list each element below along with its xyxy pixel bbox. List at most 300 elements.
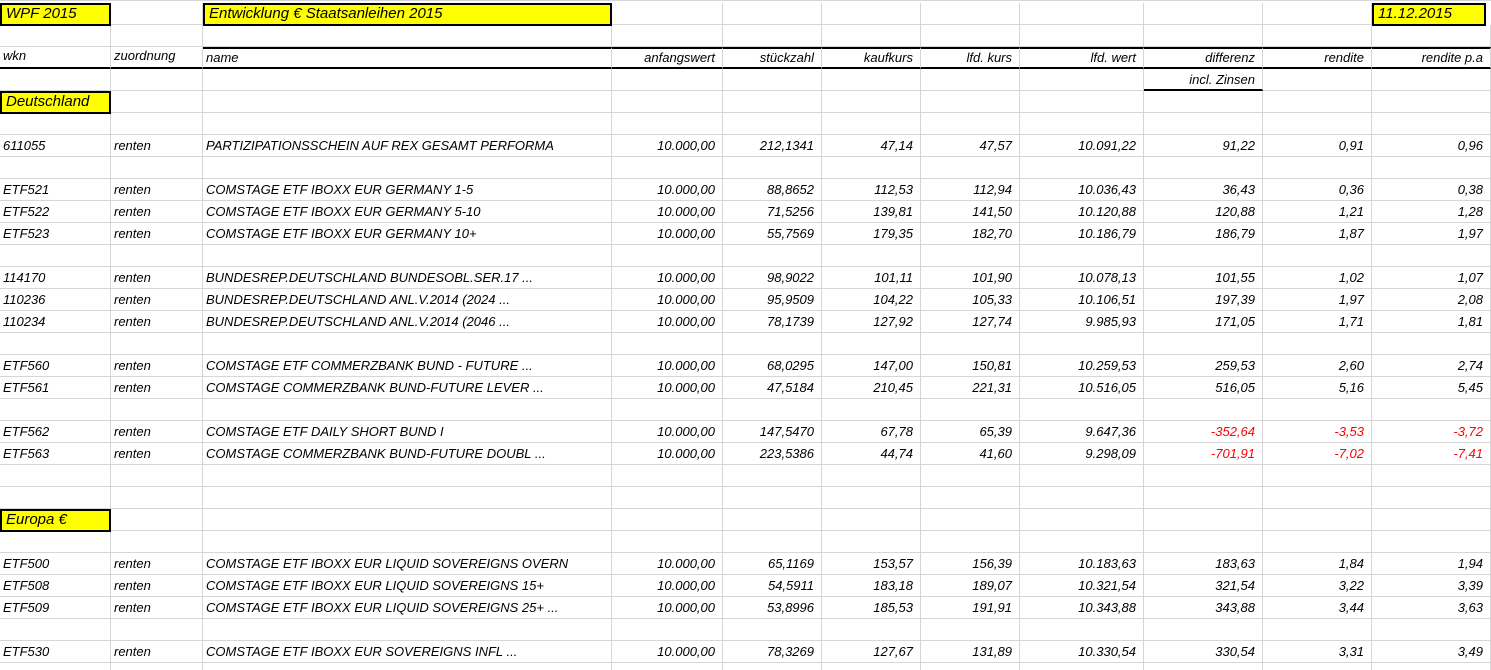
cell-rendite-pa[interactable]: 3,39 (1372, 575, 1491, 597)
empty-cell[interactable] (822, 113, 921, 135)
empty-cell[interactable] (1020, 531, 1144, 553)
cell-lfd-kurs[interactable]: 105,33 (921, 289, 1020, 311)
empty-cell[interactable] (203, 619, 612, 641)
empty-cell[interactable] (921, 663, 1020, 670)
cell-lfd-wert[interactable]: 10.120,88 (1020, 201, 1144, 223)
cell-wkn[interactable]: ETF508 (0, 575, 111, 597)
empty-cell[interactable] (203, 113, 612, 135)
empty-cell[interactable] (612, 3, 723, 25)
empty-cell[interactable] (822, 619, 921, 641)
empty-cell[interactable] (822, 531, 921, 553)
section-label[interactable]: Europa € (0, 509, 111, 532)
cell-lfd-wert[interactable]: 10.259,53 (1020, 355, 1144, 377)
empty-cell[interactable] (0, 619, 111, 641)
cell-rendite[interactable]: 1,02 (1263, 267, 1372, 289)
cell-lfd-kurs[interactable]: 156,39 (921, 553, 1020, 575)
cell-anfangswert[interactable]: 10.000,00 (612, 311, 723, 333)
cell-zuordnung[interactable]: renten (111, 135, 203, 157)
cell-rendite[interactable]: 3,44 (1263, 597, 1372, 619)
col-header-rendite-pa[interactable]: rendite p.a (1372, 47, 1491, 69)
empty-cell[interactable] (1263, 245, 1372, 267)
empty-cell[interactable] (1020, 91, 1144, 113)
empty-cell[interactable] (1372, 245, 1491, 267)
empty-cell[interactable] (203, 69, 612, 91)
cell-lfd-wert[interactable]: 10.186,79 (1020, 223, 1144, 245)
empty-cell[interactable] (822, 157, 921, 179)
empty-cell[interactable] (0, 113, 111, 135)
cell-anfangswert[interactable]: 10.000,00 (612, 355, 723, 377)
col-header-wkn[interactable]: wkn (0, 47, 111, 69)
cell-name[interactable]: PARTIZIPATIONSSCHEIN AUF REX GESAMT PERFORMA (203, 135, 612, 157)
cell-differenz[interactable]: 36,43 (1144, 179, 1263, 201)
empty-cell[interactable] (111, 619, 203, 641)
empty-cell[interactable] (1263, 531, 1372, 553)
cell-lfd-wert[interactable]: 10.091,22 (1020, 135, 1144, 157)
cell-anfangswert[interactable]: 10.000,00 (612, 223, 723, 245)
col-header-rendite[interactable]: rendite (1263, 47, 1372, 69)
empty-cell[interactable] (203, 399, 612, 421)
empty-cell[interactable] (1020, 25, 1144, 47)
empty-cell[interactable] (203, 333, 612, 355)
empty-cell[interactable] (203, 531, 612, 553)
cell-lfd-kurs[interactable]: 189,07 (921, 575, 1020, 597)
col-header-kaufkurs[interactable]: kaufkurs (822, 47, 921, 69)
wpf-label[interactable]: WPF 2015 (0, 3, 111, 26)
empty-cell[interactable] (203, 663, 612, 670)
cell-lfd-wert[interactable]: 10.516,05 (1020, 377, 1144, 399)
empty-cell[interactable] (111, 113, 203, 135)
empty-cell[interactable] (1020, 157, 1144, 179)
empty-cell[interactable] (1020, 619, 1144, 641)
section-cell[interactable] (0, 91, 111, 113)
cell-lfd-kurs[interactable]: 47,57 (921, 135, 1020, 157)
cell-stueckzahl[interactable]: 212,1341 (723, 135, 822, 157)
cell-stueckzahl[interactable]: 65,1169 (723, 553, 822, 575)
empty-cell[interactable] (723, 69, 822, 91)
cell-rendite[interactable]: 2,60 (1263, 355, 1372, 377)
empty-cell[interactable] (1144, 619, 1263, 641)
empty-cell[interactable] (822, 245, 921, 267)
empty-cell[interactable] (1263, 663, 1372, 670)
empty-cell[interactable] (111, 399, 203, 421)
cell-differenz[interactable]: 516,05 (1144, 377, 1263, 399)
empty-cell[interactable] (1372, 333, 1491, 355)
cell-anfangswert[interactable]: 10.000,00 (612, 267, 723, 289)
cell-wkn[interactable]: ETF521 (0, 179, 111, 201)
empty-cell[interactable] (203, 509, 612, 531)
empty-cell[interactable] (0, 465, 111, 487)
cell-lfd-kurs[interactable]: 182,70 (921, 223, 1020, 245)
cell-zuordnung[interactable]: renten (111, 377, 203, 399)
cell-wkn[interactable]: ETF509 (0, 597, 111, 619)
empty-cell[interactable] (612, 245, 723, 267)
cell-differenz[interactable]: 197,39 (1144, 289, 1263, 311)
empty-cell[interactable] (612, 113, 723, 135)
col-header-name[interactable]: name (203, 47, 612, 69)
cell-rendite-pa[interactable]: 3,63 (1372, 597, 1491, 619)
empty-cell[interactable] (1263, 399, 1372, 421)
empty-cell[interactable] (1263, 91, 1372, 113)
cell-lfd-kurs[interactable]: 150,81 (921, 355, 1020, 377)
cell-kaufkurs[interactable]: 127,67 (822, 641, 921, 663)
cell-rendite[interactable]: 0,36 (1263, 179, 1372, 201)
cell-differenz[interactable]: 101,55 (1144, 267, 1263, 289)
empty-cell[interactable] (822, 3, 921, 25)
cell-anfangswert[interactable]: 10.000,00 (612, 575, 723, 597)
cell-lfd-kurs[interactable]: 221,31 (921, 377, 1020, 399)
cell-lfd-wert[interactable]: 10.183,63 (1020, 553, 1144, 575)
cell-anfangswert[interactable]: 10.000,00 (612, 289, 723, 311)
empty-cell[interactable] (111, 663, 203, 670)
cell-wkn[interactable]: ETF523 (0, 223, 111, 245)
empty-cell[interactable] (822, 509, 921, 531)
cell-lfd-kurs[interactable]: 127,74 (921, 311, 1020, 333)
empty-cell[interactable] (921, 333, 1020, 355)
cell-rendite[interactable]: 1,97 (1263, 289, 1372, 311)
empty-cell[interactable] (921, 509, 1020, 531)
empty-cell[interactable] (723, 157, 822, 179)
cell-stueckzahl[interactable]: 71,5256 (723, 201, 822, 223)
empty-cell[interactable] (1263, 509, 1372, 531)
cell-rendite-pa[interactable]: 1,28 (1372, 201, 1491, 223)
cell-stueckzahl[interactable]: 78,3269 (723, 641, 822, 663)
empty-cell[interactable] (1144, 663, 1263, 670)
empty-cell[interactable] (1372, 399, 1491, 421)
cell-stueckzahl[interactable]: 147,5470 (723, 421, 822, 443)
empty-cell[interactable] (612, 157, 723, 179)
empty-cell[interactable] (1144, 157, 1263, 179)
empty-cell[interactable] (1372, 113, 1491, 135)
empty-cell[interactable] (1372, 25, 1491, 47)
cell-zuordnung[interactable]: renten (111, 267, 203, 289)
cell-name[interactable]: COMSTAGE ETF IBOXX EUR LIQUID SOVEREIGNS 15+ (203, 575, 612, 597)
col-header-lfd-kurs[interactable]: lfd. kurs (921, 47, 1020, 69)
empty-cell[interactable] (723, 245, 822, 267)
wpf-cell[interactable] (0, 3, 111, 25)
cell-anfangswert[interactable]: 10.000,00 (612, 641, 723, 663)
empty-cell[interactable] (0, 663, 111, 670)
cell-rendite[interactable]: 3,31 (1263, 641, 1372, 663)
empty-cell[interactable] (203, 157, 612, 179)
cell-name[interactable]: COMSTAGE ETF DAILY SHORT BUND I (203, 421, 612, 443)
cell-rendite-pa[interactable]: 1,97 (1372, 223, 1491, 245)
empty-cell[interactable] (1020, 245, 1144, 267)
cell-anfangswert[interactable]: 10.000,00 (612, 179, 723, 201)
empty-cell[interactable] (921, 157, 1020, 179)
empty-cell[interactable] (1144, 333, 1263, 355)
cell-kaufkurs[interactable]: 183,18 (822, 575, 921, 597)
cell-wkn[interactable]: 110236 (0, 289, 111, 311)
empty-cell[interactable] (0, 245, 111, 267)
cell-rendite[interactable]: 3,22 (1263, 575, 1372, 597)
empty-cell[interactable] (723, 3, 822, 25)
cell-differenz[interactable]: 171,05 (1144, 311, 1263, 333)
empty-cell[interactable] (1020, 113, 1144, 135)
cell-kaufkurs[interactable]: 185,53 (822, 597, 921, 619)
empty-cell[interactable] (921, 465, 1020, 487)
cell-kaufkurs[interactable]: 101,11 (822, 267, 921, 289)
empty-cell[interactable] (0, 25, 111, 47)
cell-name[interactable]: BUNDESREP.DEUTSCHLAND ANL.V.2014 (2046 ... (203, 311, 612, 333)
empty-cell[interactable] (1372, 69, 1491, 91)
empty-cell[interactable] (0, 531, 111, 553)
empty-cell[interactable] (0, 69, 111, 91)
cell-rendite[interactable]: -7,02 (1263, 443, 1372, 465)
cell-zuordnung[interactable]: renten (111, 311, 203, 333)
cell-differenz[interactable]: -701,91 (1144, 443, 1263, 465)
empty-cell[interactable] (1144, 3, 1263, 25)
cell-kaufkurs[interactable]: 67,78 (822, 421, 921, 443)
empty-cell[interactable] (921, 487, 1020, 509)
cell-rendite-pa[interactable]: 2,74 (1372, 355, 1491, 377)
empty-cell[interactable] (822, 69, 921, 91)
empty-cell[interactable] (111, 531, 203, 553)
cell-differenz[interactable]: 120,88 (1144, 201, 1263, 223)
cell-zuordnung[interactable]: renten (111, 355, 203, 377)
empty-cell[interactable] (921, 531, 1020, 553)
empty-cell[interactable] (822, 465, 921, 487)
cell-differenz[interactable]: -352,64 (1144, 421, 1263, 443)
empty-cell[interactable] (111, 69, 203, 91)
empty-cell[interactable] (1372, 157, 1491, 179)
empty-cell[interactable] (1263, 487, 1372, 509)
cell-differenz[interactable]: 183,63 (1144, 553, 1263, 575)
cell-kaufkurs[interactable]: 104,22 (822, 289, 921, 311)
empty-cell[interactable] (921, 91, 1020, 113)
empty-cell[interactable] (111, 487, 203, 509)
cell-name[interactable]: COMSTAGE ETF IBOXX EUR GERMANY 1-5 (203, 179, 612, 201)
empty-cell[interactable] (723, 531, 822, 553)
empty-cell[interactable] (1020, 69, 1144, 91)
cell-kaufkurs[interactable]: 112,53 (822, 179, 921, 201)
empty-cell[interactable] (723, 619, 822, 641)
empty-cell[interactable] (1020, 487, 1144, 509)
cell-rendite-pa[interactable]: 5,45 (1372, 377, 1491, 399)
empty-cell[interactable] (1263, 113, 1372, 135)
cell-lfd-wert[interactable]: 10.036,43 (1020, 179, 1144, 201)
empty-cell[interactable] (111, 465, 203, 487)
cell-lfd-kurs[interactable]: 41,60 (921, 443, 1020, 465)
col-header-stueckzahl[interactable]: stückzahl (723, 47, 822, 69)
cell-kaufkurs[interactable]: 47,14 (822, 135, 921, 157)
empty-cell[interactable] (921, 399, 1020, 421)
empty-cell[interactable] (723, 465, 822, 487)
empty-cell[interactable] (0, 157, 111, 179)
empty-cell[interactable] (612, 25, 723, 47)
cell-stueckzahl[interactable]: 223,5386 (723, 443, 822, 465)
cell-rendite[interactable]: 1,71 (1263, 311, 1372, 333)
cell-wkn[interactable]: 110234 (0, 311, 111, 333)
cell-anfangswert[interactable]: 10.000,00 (612, 135, 723, 157)
empty-cell[interactable] (723, 509, 822, 531)
cell-lfd-wert[interactable]: 10.330,54 (1020, 641, 1144, 663)
cell-stueckzahl[interactable]: 47,5184 (723, 377, 822, 399)
incl-zinsen-label[interactable]: incl. Zinsen (1144, 69, 1263, 91)
empty-cell[interactable] (1263, 3, 1372, 25)
cell-rendite[interactable]: 1,87 (1263, 223, 1372, 245)
empty-cell[interactable] (822, 487, 921, 509)
empty-cell[interactable] (921, 619, 1020, 641)
empty-cell[interactable] (921, 25, 1020, 47)
cell-wkn[interactable]: ETF560 (0, 355, 111, 377)
empty-cell[interactable] (1372, 487, 1491, 509)
cell-zuordnung[interactable]: renten (111, 421, 203, 443)
empty-cell[interactable] (1263, 333, 1372, 355)
empty-cell[interactable] (1372, 465, 1491, 487)
cell-zuordnung[interactable]: renten (111, 641, 203, 663)
empty-cell[interactable] (111, 333, 203, 355)
cell-zuordnung[interactable]: renten (111, 289, 203, 311)
empty-cell[interactable] (1372, 619, 1491, 641)
empty-cell[interactable] (612, 619, 723, 641)
empty-cell[interactable] (723, 91, 822, 113)
cell-stueckzahl[interactable]: 53,8996 (723, 597, 822, 619)
empty-cell[interactable] (612, 509, 723, 531)
empty-cell[interactable] (612, 91, 723, 113)
cell-wkn[interactable]: ETF562 (0, 421, 111, 443)
empty-cell[interactable] (1372, 509, 1491, 531)
empty-cell[interactable] (1144, 25, 1263, 47)
cell-zuordnung[interactable]: renten (111, 179, 203, 201)
section-label[interactable]: Deutschland (0, 91, 111, 114)
cell-lfd-wert[interactable]: 10.321,54 (1020, 575, 1144, 597)
empty-cell[interactable] (723, 333, 822, 355)
cell-stueckzahl[interactable]: 78,1739 (723, 311, 822, 333)
empty-cell[interactable] (1144, 465, 1263, 487)
cell-zuordnung[interactable]: renten (111, 597, 203, 619)
cell-kaufkurs[interactable]: 139,81 (822, 201, 921, 223)
sheet-title[interactable]: Entwicklung € Staatsanleihen 2015 (203, 3, 612, 26)
cell-anfangswert[interactable]: 10.000,00 (612, 553, 723, 575)
cell-anfangswert[interactable]: 10.000,00 (612, 597, 723, 619)
empty-cell[interactable] (111, 157, 203, 179)
cell-anfangswert[interactable]: 10.000,00 (612, 443, 723, 465)
cell-name[interactable]: COMSTAGE COMMERZBANK BUND-FUTURE LEVER ... (203, 377, 612, 399)
empty-cell[interactable] (723, 487, 822, 509)
empty-cell[interactable] (1020, 663, 1144, 670)
empty-cell[interactable] (1263, 465, 1372, 487)
cell-name[interactable]: COMSTAGE COMMERZBANK BUND-FUTURE DOUBL ... (203, 443, 612, 465)
cell-rendite-pa[interactable]: 1,07 (1372, 267, 1491, 289)
empty-cell[interactable] (723, 113, 822, 135)
empty-cell[interactable] (111, 245, 203, 267)
cell-name[interactable]: COMSTAGE ETF IBOXX EUR LIQUID SOVEREIGNS OVERN (203, 553, 612, 575)
empty-cell[interactable] (1372, 531, 1491, 553)
empty-cell[interactable] (723, 25, 822, 47)
empty-cell[interactable] (921, 69, 1020, 91)
title-cell[interactable] (203, 3, 612, 25)
cell-lfd-wert[interactable]: 10.078,13 (1020, 267, 1144, 289)
empty-cell[interactable] (1144, 245, 1263, 267)
cell-anfangswert[interactable]: 10.000,00 (612, 377, 723, 399)
empty-cell[interactable] (111, 3, 203, 25)
cell-name[interactable]: COMSTAGE ETF IBOXX EUR LIQUID SOVEREIGNS 25+ ... (203, 597, 612, 619)
cell-lfd-wert[interactable]: 10.106,51 (1020, 289, 1144, 311)
cell-zuordnung[interactable]: renten (111, 201, 203, 223)
cell-rendite-pa[interactable]: 0,96 (1372, 135, 1491, 157)
cell-anfangswert[interactable]: 10.000,00 (612, 421, 723, 443)
cell-rendite[interactable]: -3,53 (1263, 421, 1372, 443)
cell-rendite[interactable]: 0,91 (1263, 135, 1372, 157)
cell-wkn[interactable]: ETF500 (0, 553, 111, 575)
empty-cell[interactable] (0, 399, 111, 421)
empty-cell[interactable] (921, 245, 1020, 267)
cell-zuordnung[interactable]: renten (111, 575, 203, 597)
cell-zuordnung[interactable]: renten (111, 223, 203, 245)
empty-cell[interactable] (203, 91, 612, 113)
cell-stueckzahl[interactable]: 95,9509 (723, 289, 822, 311)
cell-lfd-kurs[interactable]: 101,90 (921, 267, 1020, 289)
empty-cell[interactable] (1372, 91, 1491, 113)
cell-rendite-pa[interactable]: 3,49 (1372, 641, 1491, 663)
cell-differenz[interactable]: 259,53 (1144, 355, 1263, 377)
empty-cell[interactable] (1263, 619, 1372, 641)
empty-cell[interactable] (203, 245, 612, 267)
cell-differenz[interactable]: 186,79 (1144, 223, 1263, 245)
empty-cell[interactable] (1144, 91, 1263, 113)
cell-anfangswert[interactable]: 10.000,00 (612, 201, 723, 223)
cell-wkn[interactable]: ETF561 (0, 377, 111, 399)
cell-lfd-wert[interactable]: 9.647,36 (1020, 421, 1144, 443)
empty-cell[interactable] (111, 509, 203, 531)
report-date[interactable]: 11.12.2015 (1372, 3, 1486, 26)
cell-lfd-wert[interactable]: 9.985,93 (1020, 311, 1144, 333)
cell-wkn[interactable]: ETF530 (0, 641, 111, 663)
cell-kaufkurs[interactable]: 127,92 (822, 311, 921, 333)
cell-rendite-pa[interactable]: 1,94 (1372, 553, 1491, 575)
empty-cell[interactable] (612, 333, 723, 355)
empty-cell[interactable] (1263, 69, 1372, 91)
cell-stueckzahl[interactable]: 68,0295 (723, 355, 822, 377)
empty-cell[interactable] (111, 25, 203, 47)
cell-wkn[interactable]: ETF563 (0, 443, 111, 465)
empty-cell[interactable] (203, 25, 612, 47)
cell-kaufkurs[interactable]: 44,74 (822, 443, 921, 465)
empty-cell[interactable] (1144, 487, 1263, 509)
cell-stueckzahl[interactable]: 88,8652 (723, 179, 822, 201)
empty-cell[interactable] (203, 465, 612, 487)
cell-rendite-pa[interactable]: 0,38 (1372, 179, 1491, 201)
cell-stueckzahl[interactable]: 54,5911 (723, 575, 822, 597)
cell-wkn[interactable]: 611055 (0, 135, 111, 157)
cell-wkn[interactable]: 114170 (0, 267, 111, 289)
empty-cell[interactable] (111, 91, 203, 113)
cell-rendite[interactable]: 5,16 (1263, 377, 1372, 399)
cell-stueckzahl[interactable]: 98,9022 (723, 267, 822, 289)
empty-cell[interactable] (1144, 399, 1263, 421)
empty-cell[interactable] (1144, 509, 1263, 531)
empty-cell[interactable] (723, 399, 822, 421)
cell-kaufkurs[interactable]: 179,35 (822, 223, 921, 245)
empty-cell[interactable] (1020, 399, 1144, 421)
empty-cell[interactable] (1263, 157, 1372, 179)
empty-cell[interactable] (612, 663, 723, 670)
cell-stueckzahl[interactable]: 55,7569 (723, 223, 822, 245)
cell-differenz[interactable]: 330,54 (1144, 641, 1263, 663)
cell-lfd-kurs[interactable]: 112,94 (921, 179, 1020, 201)
cell-rendite-pa[interactable]: -7,41 (1372, 443, 1491, 465)
empty-cell[interactable] (1144, 113, 1263, 135)
empty-cell[interactable] (822, 333, 921, 355)
section-cell[interactable] (0, 509, 111, 531)
cell-lfd-wert[interactable]: 9.298,09 (1020, 443, 1144, 465)
col-header-anfangswert[interactable]: anfangswert (612, 47, 723, 69)
empty-cell[interactable] (1020, 3, 1144, 25)
date-cell[interactable] (1372, 3, 1491, 25)
col-header-lfd-wert[interactable]: lfd. wert (1020, 47, 1144, 69)
empty-cell[interactable] (612, 487, 723, 509)
cell-kaufkurs[interactable]: 153,57 (822, 553, 921, 575)
